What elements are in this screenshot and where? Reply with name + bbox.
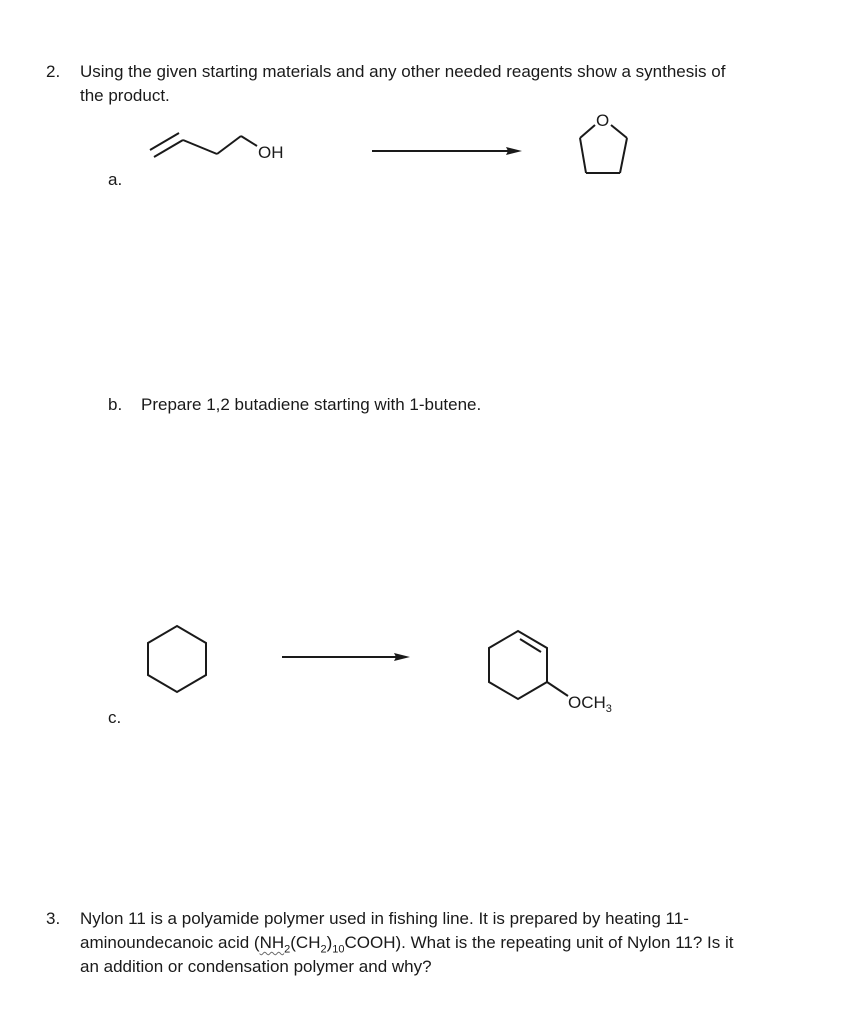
part-c-arrow (280, 651, 420, 663)
methoxy-bond (547, 682, 568, 696)
part-c-product-structure (482, 625, 642, 721)
question-2-number: 2. (46, 62, 61, 81)
part-c-cyclohexane (142, 620, 212, 696)
question-3-line-2: aminoundecanoic acid $(NH_2(CH_2)_{10}COOH)$. What is the repeating unit of Nylon 11? Is it (80, 933, 734, 956)
double-bond-line-2 (154, 140, 183, 157)
q3-nh2-term: $NH_2$ (259, 933, 291, 956)
part-a-product-thf-ring (570, 108, 636, 180)
part-c-label: c. (108, 708, 122, 727)
part-b-label: b. (108, 395, 123, 414)
chain-bond-2 (217, 136, 241, 154)
chain-bond-1 (183, 140, 217, 154)
part-a-arrow (370, 145, 530, 157)
question-3-line-3: an addition or condensation polymer and why? (80, 957, 432, 976)
part-a-reactant-structure (145, 122, 305, 172)
methoxy-label: $OCH_3$ (568, 693, 612, 715)
question-2-line-2: the product. (80, 86, 170, 105)
question-3-line-1: Nylon 11 is a polyamide polymer used in fishing line. It is prepared by heating 11- (80, 909, 689, 928)
ring-oxygen-label: O (596, 111, 610, 130)
q3-line2-pre: aminoundecanoic acid ( (80, 933, 260, 952)
chain-bond-3 (241, 136, 257, 146)
question-2-line-1: Using the given starting materials and any other needed reagents show a synthesis of (80, 62, 726, 81)
hydroxyl-label: OH (258, 143, 284, 162)
part-a-label: a. (108, 170, 123, 189)
part-b-text: Prepare 1,2 butadiene starting with 1-butene. (141, 395, 482, 414)
double-bond-line-1 (150, 133, 179, 150)
question-3-number: 3. (46, 909, 61, 928)
ring-double-bond-inner (520, 639, 541, 652)
